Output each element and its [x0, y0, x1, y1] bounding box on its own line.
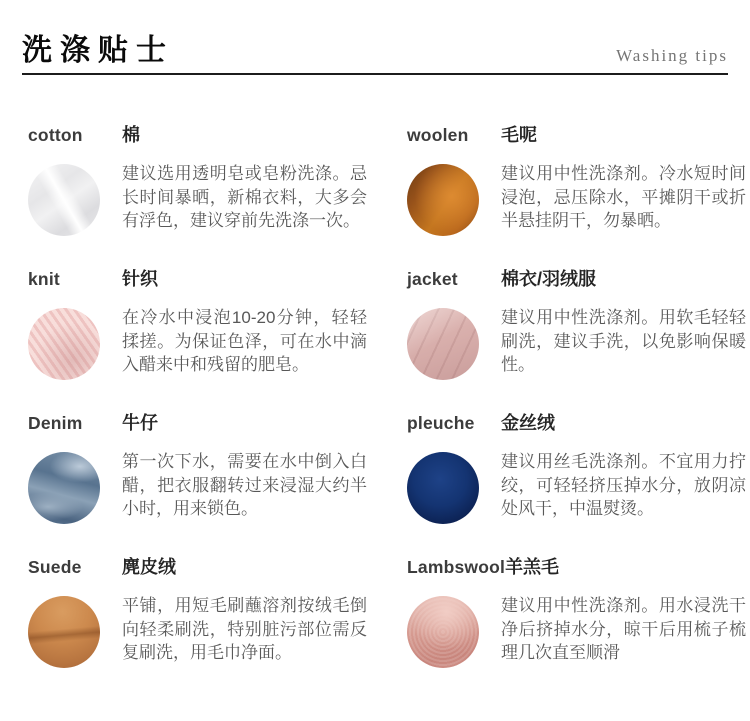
item-header	[28, 409, 367, 435]
fabric-name-en: cotton	[28, 125, 83, 145]
fabric-name-en: woolen	[407, 125, 469, 145]
item-body	[28, 306, 367, 380]
fabric-item-suede	[22, 553, 367, 668]
fabric-item-pleuche	[401, 409, 746, 524]
care-instructions: 建议用中性洗涤剂。用水浸洗干净后挤掉水分，晾干后用梳子梳理几次直至顺滑	[501, 596, 746, 662]
cotton-fabric-photo	[28, 164, 100, 236]
fabric-name-cn: 棉	[122, 125, 140, 145]
item-header	[28, 121, 367, 147]
fabric-name-cn: 金丝绒	[501, 413, 555, 433]
fabric-item-denim	[22, 409, 367, 524]
item-header	[407, 121, 746, 147]
fabric-name-en: Lambswool	[407, 557, 506, 577]
fabric-name-en: pleuche	[407, 413, 475, 433]
section-header	[22, 0, 728, 75]
fabric-name-cn: 牛仔	[122, 413, 158, 433]
care-instructions: 在冷水中浸泡10-20分钟，轻轻揉搓。为保证色泽，可在水中滴入醋来中和残留的肥皂。	[122, 308, 367, 374]
item-body	[407, 594, 746, 668]
item-header	[28, 553, 367, 579]
care-instructions: 建议用中性洗涤剂。用软毛轻轻刷洗，建议手洗，以免影响保暖性。	[501, 308, 746, 374]
fabric-name-cn: 麂皮绒	[122, 557, 176, 577]
fabric-name-cn: 棉衣/羽绒服	[501, 269, 597, 289]
fabric-item-lambswool	[401, 553, 746, 668]
fabric-name-cn: 针织	[122, 269, 158, 289]
care-instructions: 第一次下水，需要在水中倒入白醋，把衣服翻转过来浸湿大约半小时，用来锁色。	[122, 452, 367, 518]
knit-fabric-photo	[28, 308, 100, 380]
fabric-item-knit	[22, 265, 367, 380]
item-body	[28, 162, 367, 236]
fabric-item-cotton	[22, 121, 367, 236]
item-body	[407, 306, 746, 380]
fabric-name-en: Denim	[28, 413, 83, 433]
fabric-tips-grid	[22, 75, 750, 668]
fabric-name-cn: 羊羔毛	[505, 557, 560, 577]
page-title: 洗涤贴士	[22, 34, 174, 67]
item-body	[407, 162, 746, 236]
item-body	[407, 450, 746, 524]
item-header	[407, 553, 746, 579]
fabric-name-en: Suede	[28, 557, 82, 577]
woolen-fabric-photo	[407, 164, 479, 236]
care-instructions: 建议用中性洗涤剂。冷水短时间浸泡，忌压除水，平摊阴干或折半悬挂阴干，勿暴晒。	[501, 164, 746, 230]
fabric-name-en: jacket	[407, 269, 458, 289]
denim-fabric-photo	[28, 452, 100, 524]
item-header	[407, 265, 746, 291]
item-header	[407, 409, 746, 435]
jacket-fabric-photo	[407, 308, 479, 380]
fabric-item-woolen	[401, 121, 746, 236]
fabric-name-en: knit	[28, 269, 60, 289]
page-subtitle: Washing tips	[616, 46, 728, 65]
lambswool-fabric-photo	[407, 596, 479, 668]
fabric-name-cn: 毛呢	[501, 125, 537, 145]
fabric-item-jacket	[401, 265, 746, 380]
care-instructions: 建议用丝毛洗涤剂。不宜用力拧绞，可轻轻挤压掉水分，放阴凉处风干，中温熨烫。	[501, 452, 746, 518]
care-instructions: 建议选用透明皂或皂粉洗涤。忌长时间暴晒，新棉衣料，大多会有浮色，建议穿前先洗涤一次。	[122, 164, 367, 230]
item-body	[28, 594, 367, 668]
care-instructions: 平铺，用短毛刷蘸溶剂按绒毛倒向轻柔刷洗，特别脏污部位需反复刷洗，用毛巾净面。	[122, 596, 367, 662]
suede-fabric-photo	[28, 596, 100, 668]
item-body	[28, 450, 367, 524]
pleuche-fabric-photo	[407, 452, 479, 524]
item-header	[28, 265, 367, 291]
